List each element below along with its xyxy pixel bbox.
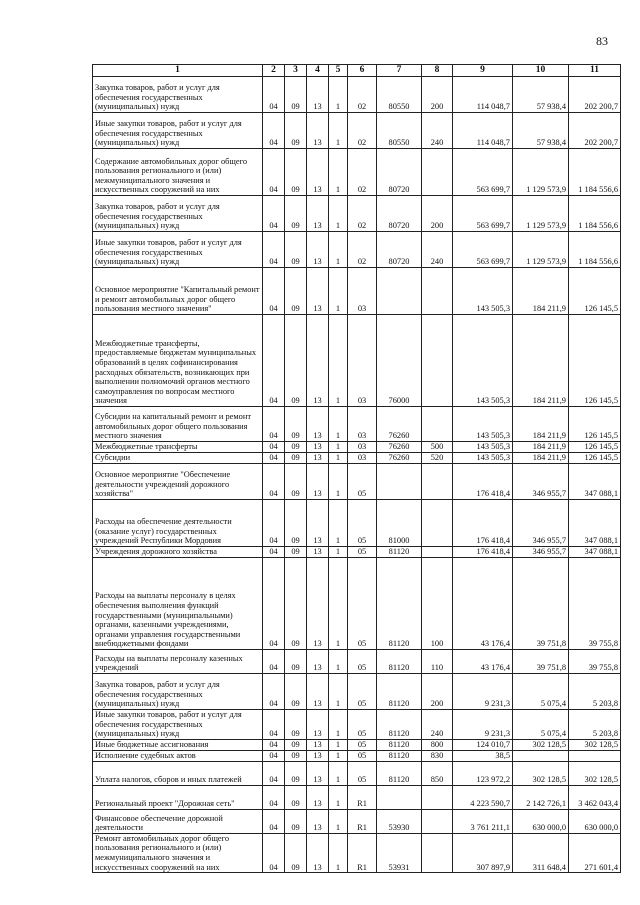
row-value-cell: 1 bbox=[329, 149, 348, 196]
row-value-cell: 13 bbox=[307, 196, 329, 232]
row-value-cell: 1 bbox=[329, 453, 348, 464]
row-value-cell: 09 bbox=[285, 268, 307, 315]
row-value-cell: 04 bbox=[263, 558, 285, 650]
row-value-cell: 09 bbox=[285, 809, 307, 833]
row-value-cell: 830 bbox=[422, 750, 453, 761]
row-value-cell: 563 699,7 bbox=[453, 196, 513, 232]
column-header-9: 9 bbox=[453, 65, 513, 77]
row-value-cell: 346 955,7 bbox=[513, 464, 569, 500]
row-value-cell: R1 bbox=[348, 785, 377, 809]
row-value-cell: 2 142 726,1 bbox=[513, 785, 569, 809]
row-value-cell: 126 145,5 bbox=[569, 268, 621, 315]
table-row bbox=[93, 674, 621, 710]
row-value-cell: 03 bbox=[348, 268, 377, 315]
table-row bbox=[93, 268, 621, 315]
row-value-cell: 1 184 556,6 bbox=[569, 149, 621, 196]
row-value-cell: 76260 bbox=[377, 407, 422, 442]
row-name-cell: Иные закупки товаров, работ и услуг для обеспечения государственных (муниципальных) нужд bbox=[93, 232, 263, 268]
row-value-cell: 09 bbox=[285, 674, 307, 710]
row-name-cell: Расходы на выплаты персоналу в целях обеспечения выполнения функций государственными (муниципальными) органами, казенными учреждениями, органами управления государственными внебюджетными фондами bbox=[93, 558, 263, 650]
row-name-cell: Закупка товаров, работ и услуг для обеспечения государственных (муниципальных) нужд bbox=[93, 674, 263, 710]
row-value-cell: 04 bbox=[263, 77, 285, 113]
row-name-cell: Исполнение судебных актов bbox=[93, 750, 263, 761]
table-body bbox=[93, 77, 621, 873]
row-value-cell: 13 bbox=[307, 500, 329, 547]
row-value-cell: 04 bbox=[263, 547, 285, 558]
table-row bbox=[93, 785, 621, 809]
row-value-cell: 1 184 556,6 bbox=[569, 196, 621, 232]
row-value-cell: 114 048,7 bbox=[453, 77, 513, 113]
row-value-cell: 09 bbox=[285, 453, 307, 464]
row-value-cell: 09 bbox=[285, 761, 307, 785]
row-name-cell: Расходы на выплаты персоналу казенных учреждений bbox=[93, 650, 263, 674]
row-value-cell: 09 bbox=[285, 833, 307, 872]
row-value-cell: 04 bbox=[263, 500, 285, 547]
row-value-cell: 307 897,9 bbox=[453, 833, 513, 872]
row-value-cell bbox=[422, 407, 453, 442]
column-header-10: 10 bbox=[513, 65, 569, 77]
column-header-1: 1 bbox=[93, 65, 263, 77]
row-value-cell: 81120 bbox=[377, 674, 422, 710]
row-value-cell: 05 bbox=[348, 558, 377, 650]
table-row bbox=[93, 547, 621, 558]
table-row bbox=[93, 500, 621, 547]
row-value-cell: 04 bbox=[263, 761, 285, 785]
row-value-cell: 563 699,7 bbox=[453, 149, 513, 196]
row-value-cell: 126 145,5 bbox=[569, 407, 621, 442]
row-value-cell: 1 bbox=[329, 809, 348, 833]
row-value-cell: 126 145,5 bbox=[569, 453, 621, 464]
row-value-cell: 03 bbox=[348, 315, 377, 407]
row-value-cell: 02 bbox=[348, 113, 377, 149]
row-value-cell: 240 bbox=[422, 710, 453, 740]
row-value-cell: 09 bbox=[285, 710, 307, 740]
row-value-cell: 200 bbox=[422, 196, 453, 232]
row-name-cell: Закупка товаров, работ и услуг для обеспечения государственных (муниципальных) нужд bbox=[93, 196, 263, 232]
row-value-cell: 240 bbox=[422, 113, 453, 149]
row-value-cell: 81120 bbox=[377, 761, 422, 785]
row-value-cell: 05 bbox=[348, 464, 377, 500]
row-value-cell: 240 bbox=[422, 232, 453, 268]
row-value-cell: 302 128,5 bbox=[569, 761, 621, 785]
row-value-cell: 346 955,7 bbox=[513, 547, 569, 558]
row-value-cell: R1 bbox=[348, 833, 377, 872]
row-value-cell: 05 bbox=[348, 500, 377, 547]
row-value-cell: 9 231,3 bbox=[453, 674, 513, 710]
row-value-cell: 563 699,7 bbox=[453, 232, 513, 268]
row-value-cell: 04 bbox=[263, 453, 285, 464]
row-value-cell: 143 505,3 bbox=[453, 315, 513, 407]
row-value-cell: 09 bbox=[285, 547, 307, 558]
column-header-2: 2 bbox=[263, 65, 285, 77]
row-value-cell: 05 bbox=[348, 761, 377, 785]
row-value-cell: 800 bbox=[422, 739, 453, 750]
row-value-cell: 176 418,4 bbox=[453, 464, 513, 500]
row-value-cell: 302 128,5 bbox=[513, 761, 569, 785]
row-value-cell: 09 bbox=[285, 500, 307, 547]
row-value-cell: 1 bbox=[329, 761, 348, 785]
row-value-cell: 184 211,9 bbox=[513, 442, 569, 453]
column-header-7: 7 bbox=[377, 65, 422, 77]
row-value-cell: 630 000,0 bbox=[513, 809, 569, 833]
row-value-cell: 05 bbox=[348, 710, 377, 740]
row-value-cell: 1 bbox=[329, 750, 348, 761]
row-value-cell: 13 bbox=[307, 113, 329, 149]
row-value-cell: 09 bbox=[285, 558, 307, 650]
row-value-cell: 02 bbox=[348, 77, 377, 113]
table-row bbox=[93, 149, 621, 196]
row-value-cell: 02 bbox=[348, 232, 377, 268]
row-value-cell: 81120 bbox=[377, 650, 422, 674]
row-value-cell: 184 211,9 bbox=[513, 453, 569, 464]
row-value-cell: 271 601,4 bbox=[569, 833, 621, 872]
row-name-cell: Основное мероприятие "Капитальный ремонт и ремонт автомобильных дорог общего пользования местного значения" bbox=[93, 268, 263, 315]
row-value-cell: 80720 bbox=[377, 232, 422, 268]
row-value-cell: 346 955,7 bbox=[513, 500, 569, 547]
row-value-cell: 81120 bbox=[377, 547, 422, 558]
row-value-cell bbox=[422, 464, 453, 500]
row-value-cell: 05 bbox=[348, 674, 377, 710]
row-value-cell: 13 bbox=[307, 674, 329, 710]
table-row bbox=[93, 407, 621, 442]
row-value-cell: 09 bbox=[285, 750, 307, 761]
row-value-cell: 13 bbox=[307, 739, 329, 750]
row-value-cell: 1 129 573,9 bbox=[513, 232, 569, 268]
row-value-cell bbox=[422, 785, 453, 809]
row-value-cell: 09 bbox=[285, 785, 307, 809]
row-value-cell: 05 bbox=[348, 547, 377, 558]
table-row bbox=[93, 464, 621, 500]
row-value-cell bbox=[422, 547, 453, 558]
row-value-cell: 110 bbox=[422, 650, 453, 674]
row-value-cell: 39 751,8 bbox=[513, 558, 569, 650]
row-value-cell: 114 048,7 bbox=[453, 113, 513, 149]
row-value-cell: 143 505,3 bbox=[453, 268, 513, 315]
row-name-cell: Межбюджетные трансферты bbox=[93, 442, 263, 453]
row-value-cell: 53930 bbox=[377, 809, 422, 833]
row-value-cell: 850 bbox=[422, 761, 453, 785]
row-value-cell: 311 648,4 bbox=[513, 833, 569, 872]
row-value-cell: 09 bbox=[285, 407, 307, 442]
row-value-cell: 1 bbox=[329, 464, 348, 500]
row-value-cell: 81000 bbox=[377, 500, 422, 547]
table-row bbox=[93, 232, 621, 268]
row-value-cell: 39 755,8 bbox=[569, 558, 621, 650]
row-name-cell: Ремонт автомобильных дорог общего пользования регионального и (или) межмуниципального значения и искусственных сооружений на них bbox=[93, 833, 263, 872]
row-value-cell: 04 bbox=[263, 149, 285, 196]
row-value-cell: 81120 bbox=[377, 739, 422, 750]
row-value-cell: 76000 bbox=[377, 315, 422, 407]
row-value-cell: 13 bbox=[307, 761, 329, 785]
table-row bbox=[93, 77, 621, 113]
row-value-cell: 126 145,5 bbox=[569, 315, 621, 407]
row-value-cell: 347 088,1 bbox=[569, 500, 621, 547]
row-value-cell: 04 bbox=[263, 785, 285, 809]
row-value-cell: R1 bbox=[348, 809, 377, 833]
row-value-cell: 39 751,8 bbox=[513, 650, 569, 674]
row-value-cell: 04 bbox=[263, 196, 285, 232]
row-name-cell: Учреждения дорожного хозяйства bbox=[93, 547, 263, 558]
row-value-cell: 184 211,9 bbox=[513, 407, 569, 442]
row-value-cell: 13 bbox=[307, 785, 329, 809]
row-value-cell: 1 bbox=[329, 650, 348, 674]
row-value-cell: 05 bbox=[348, 650, 377, 674]
row-value-cell: 1 bbox=[329, 500, 348, 547]
row-name-cell: Основное мероприятие "Обеспечение деятельности учреждений дорожного хозяйства" bbox=[93, 464, 263, 500]
table-row bbox=[93, 650, 621, 674]
row-value-cell: 124 010,7 bbox=[453, 739, 513, 750]
row-value-cell: 1 bbox=[329, 547, 348, 558]
row-value-cell: 81120 bbox=[377, 750, 422, 761]
row-value-cell: 520 bbox=[422, 453, 453, 464]
page-number: 83 bbox=[596, 34, 608, 48]
row-name-cell: Уплата налогов, сборов и иных платежей bbox=[93, 761, 263, 785]
column-header-5: 5 bbox=[329, 65, 348, 77]
row-value-cell: 04 bbox=[263, 650, 285, 674]
row-value-cell: 202 200,7 bbox=[569, 113, 621, 149]
row-value-cell bbox=[422, 500, 453, 547]
row-value-cell: 04 bbox=[263, 442, 285, 453]
row-value-cell: 302 128,5 bbox=[513, 739, 569, 750]
row-value-cell: 4 223 590,7 bbox=[453, 785, 513, 809]
row-value-cell: 1 bbox=[329, 710, 348, 740]
row-value-cell: 53931 bbox=[377, 833, 422, 872]
row-value-cell: 1 bbox=[329, 674, 348, 710]
row-value-cell: 13 bbox=[307, 809, 329, 833]
row-value-cell: 80720 bbox=[377, 149, 422, 196]
row-value-cell: 13 bbox=[307, 833, 329, 872]
row-name-cell: Межбюджетные трансферты, предоставляемые бюджетам муниципальных образований в целях софинансирования расходных обязательств, возникающих при выполнении полномочий органов местного самоуправления по вопросам местного значения bbox=[93, 315, 263, 407]
table-row bbox=[93, 196, 621, 232]
row-value-cell: 13 bbox=[307, 407, 329, 442]
row-value-cell bbox=[377, 785, 422, 809]
row-value-cell: 09 bbox=[285, 77, 307, 113]
row-value-cell: 13 bbox=[307, 558, 329, 650]
row-value-cell: 03 bbox=[348, 407, 377, 442]
row-value-cell: 02 bbox=[348, 149, 377, 196]
row-value-cell: 630 000,0 bbox=[569, 809, 621, 833]
row-value-cell: 1 184 556,6 bbox=[569, 232, 621, 268]
row-value-cell: 184 211,9 bbox=[513, 268, 569, 315]
row-value-cell: 39 755,8 bbox=[569, 650, 621, 674]
row-value-cell: 04 bbox=[263, 464, 285, 500]
row-value-cell: 13 bbox=[307, 315, 329, 407]
table-row bbox=[93, 315, 621, 407]
row-value-cell: 04 bbox=[263, 407, 285, 442]
row-name-cell: Региональный проект "Дорожная сеть" bbox=[93, 785, 263, 809]
row-value-cell: 57 938,4 bbox=[513, 113, 569, 149]
column-header-3: 3 bbox=[285, 65, 307, 77]
row-name-cell: Расходы на обеспечение деятельности (оказание услуг) государственных учреждений Республики Мордовия bbox=[93, 500, 263, 547]
row-value-cell: 04 bbox=[263, 833, 285, 872]
row-value-cell: 1 bbox=[329, 558, 348, 650]
row-value-cell: 80550 bbox=[377, 113, 422, 149]
row-value-cell: 09 bbox=[285, 113, 307, 149]
row-value-cell: 1 bbox=[329, 442, 348, 453]
column-header-11: 11 bbox=[569, 65, 621, 77]
row-value-cell: 09 bbox=[285, 442, 307, 453]
row-value-cell: 5 075,4 bbox=[513, 674, 569, 710]
row-value-cell: 126 145,5 bbox=[569, 442, 621, 453]
row-value-cell: 80720 bbox=[377, 196, 422, 232]
row-value-cell: 13 bbox=[307, 710, 329, 740]
column-header-4: 4 bbox=[307, 65, 329, 77]
row-value-cell: 09 bbox=[285, 464, 307, 500]
row-value-cell bbox=[422, 268, 453, 315]
row-value-cell: 04 bbox=[263, 750, 285, 761]
row-value-cell: 04 bbox=[263, 739, 285, 750]
row-value-cell: 43 176,4 bbox=[453, 650, 513, 674]
table-row bbox=[93, 739, 621, 750]
row-value-cell: 1 bbox=[329, 833, 348, 872]
row-value-cell: 09 bbox=[285, 149, 307, 196]
row-value-cell bbox=[377, 268, 422, 315]
row-name-cell: Субсидии на капитальный ремонт и ремонт автомобильных дорог общего пользования местного значения bbox=[93, 407, 263, 442]
row-name-cell: Закупка товаров, работ и услуг для обеспечения государственных (муниципальных) нужд bbox=[93, 77, 263, 113]
row-value-cell: 09 bbox=[285, 232, 307, 268]
row-value-cell: 02 bbox=[348, 196, 377, 232]
row-value-cell: 09 bbox=[285, 739, 307, 750]
table-row bbox=[93, 750, 621, 761]
row-value-cell bbox=[422, 149, 453, 196]
row-value-cell: 76260 bbox=[377, 453, 422, 464]
row-value-cell: 13 bbox=[307, 464, 329, 500]
row-value-cell: 43 176,4 bbox=[453, 558, 513, 650]
row-name-cell: Субсидии bbox=[93, 453, 263, 464]
row-value-cell: 1 bbox=[329, 77, 348, 113]
row-value-cell bbox=[422, 833, 453, 872]
table-row bbox=[93, 809, 621, 833]
row-value-cell: 13 bbox=[307, 77, 329, 113]
row-name-cell: Иные закупки товаров, работ и услуг для обеспечения государственных (муниципальных) нужд bbox=[93, 113, 263, 149]
row-value-cell: 81120 bbox=[377, 558, 422, 650]
row-value-cell: 1 bbox=[329, 196, 348, 232]
row-value-cell: 76260 bbox=[377, 442, 422, 453]
table-row bbox=[93, 710, 621, 740]
budget-table bbox=[92, 64, 621, 873]
row-value-cell: 5 203,8 bbox=[569, 710, 621, 740]
row-value-cell: 143 505,3 bbox=[453, 407, 513, 442]
row-value-cell: 347 088,1 bbox=[569, 464, 621, 500]
row-value-cell bbox=[422, 315, 453, 407]
row-value-cell: 81120 bbox=[377, 710, 422, 740]
row-value-cell: 143 505,3 bbox=[453, 442, 513, 453]
row-value-cell bbox=[422, 809, 453, 833]
row-value-cell: 13 bbox=[307, 650, 329, 674]
row-value-cell: 03 bbox=[348, 442, 377, 453]
row-value-cell: 9 231,3 bbox=[453, 710, 513, 740]
row-value-cell: 09 bbox=[285, 196, 307, 232]
row-value-cell: 13 bbox=[307, 453, 329, 464]
row-value-cell: 38,5 bbox=[453, 750, 513, 761]
row-value-cell: 3 462 043,4 bbox=[569, 785, 621, 809]
row-value-cell: 04 bbox=[263, 232, 285, 268]
row-value-cell: 1 bbox=[329, 268, 348, 315]
row-name-cell: Иные закупки товаров, работ и услуг для обеспечения государственных (муниципальных) нужд bbox=[93, 710, 263, 740]
row-value-cell: 13 bbox=[307, 268, 329, 315]
column-header-8: 8 bbox=[422, 65, 453, 77]
row-value-cell: 200 bbox=[422, 77, 453, 113]
row-name-cell: Финансовое обеспечение дорожной деятельности bbox=[93, 809, 263, 833]
row-value-cell: 500 bbox=[422, 442, 453, 453]
column-header-6: 6 bbox=[348, 65, 377, 77]
table-row bbox=[93, 558, 621, 650]
row-value-cell: 5 075,4 bbox=[513, 710, 569, 740]
row-value-cell: 05 bbox=[348, 750, 377, 761]
row-value-cell: 1 bbox=[329, 113, 348, 149]
row-value-cell: 13 bbox=[307, 442, 329, 453]
row-value-cell: 176 418,4 bbox=[453, 500, 513, 547]
row-value-cell: 1 bbox=[329, 739, 348, 750]
row-value-cell: 3 761 211,1 bbox=[453, 809, 513, 833]
row-value-cell: 13 bbox=[307, 149, 329, 196]
table-row bbox=[93, 113, 621, 149]
row-value-cell: 143 505,3 bbox=[453, 453, 513, 464]
row-value-cell: 1 129 573,9 bbox=[513, 149, 569, 196]
table-row bbox=[93, 833, 621, 872]
row-value-cell: 57 938,4 bbox=[513, 77, 569, 113]
row-value-cell: 04 bbox=[263, 315, 285, 407]
row-value-cell bbox=[513, 750, 569, 761]
row-value-cell: 100 bbox=[422, 558, 453, 650]
row-value-cell: 202 200,7 bbox=[569, 77, 621, 113]
row-value-cell: 13 bbox=[307, 232, 329, 268]
row-value-cell: 1 bbox=[329, 785, 348, 809]
table-header-row bbox=[93, 65, 621, 77]
row-value-cell: 03 bbox=[348, 453, 377, 464]
row-name-cell: Содержание автомобильных дорог общего пользования регионального и (или) межмуниципального значения и искусственных сооружений на них bbox=[93, 149, 263, 196]
row-value-cell: 04 bbox=[263, 113, 285, 149]
row-value-cell: 184 211,9 bbox=[513, 315, 569, 407]
row-value-cell: 1 bbox=[329, 232, 348, 268]
row-value-cell: 13 bbox=[307, 750, 329, 761]
row-value-cell: 04 bbox=[263, 268, 285, 315]
row-name-cell: Иные бюджетные ассигнования bbox=[93, 739, 263, 750]
row-value-cell: 176 418,4 bbox=[453, 547, 513, 558]
row-value-cell: 13 bbox=[307, 547, 329, 558]
row-value-cell: 123 972,2 bbox=[453, 761, 513, 785]
row-value-cell: 04 bbox=[263, 809, 285, 833]
row-value-cell: 200 bbox=[422, 674, 453, 710]
row-value-cell: 05 bbox=[348, 739, 377, 750]
row-value-cell: 80550 bbox=[377, 77, 422, 113]
row-value-cell: 347 088,1 bbox=[569, 547, 621, 558]
row-value-cell: 04 bbox=[263, 710, 285, 740]
table-row bbox=[93, 453, 621, 464]
row-value-cell: 1 bbox=[329, 407, 348, 442]
row-value-cell: 09 bbox=[285, 315, 307, 407]
table-row bbox=[93, 442, 621, 453]
row-value-cell: 1 129 573,9 bbox=[513, 196, 569, 232]
table-row bbox=[93, 761, 621, 785]
row-value-cell bbox=[377, 464, 422, 500]
row-value-cell: 5 203,8 bbox=[569, 674, 621, 710]
row-value-cell: 09 bbox=[285, 650, 307, 674]
row-value-cell: 1 bbox=[329, 315, 348, 407]
row-value-cell: 04 bbox=[263, 674, 285, 710]
row-value-cell bbox=[569, 750, 621, 761]
row-value-cell: 302 128,5 bbox=[569, 739, 621, 750]
